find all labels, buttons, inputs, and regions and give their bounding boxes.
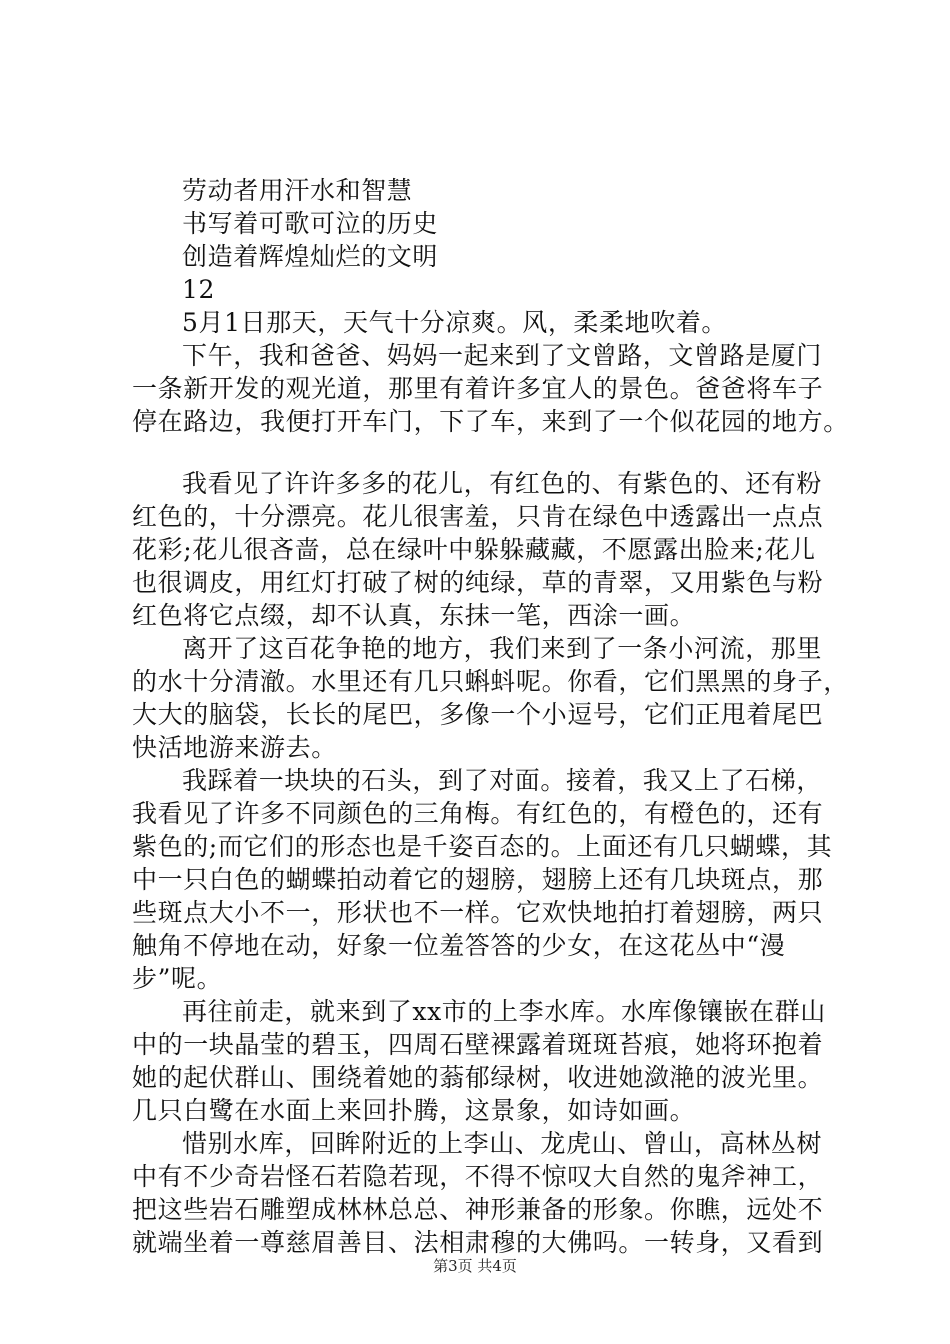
paragraph-line: 红色将它点缀，却不认真，东抹一笔，西涂一画。 — [132, 601, 696, 630]
paragraph-line: 一条新开发的观光道，那里有着许多宜人的景色。爸爸将车子 — [132, 374, 824, 403]
paragraph-line: 的水十分清澈。水里还有几只蝌蚪呢。你看，它们黑黑的身子， — [132, 667, 849, 696]
paragraph-line: 触角不停地在动，好象一位羞答答的少女，在这花丛中“漫 — [132, 931, 786, 960]
paragraph-line: 我看见了许许多多的花儿，有红色的、有紫色的、还有粉 — [182, 469, 823, 498]
paragraph-line: 也很调皮，用红灯打破了树的纯绿，草的青翠，又用紫色与粉 — [132, 568, 824, 597]
section-number: 12 — [182, 275, 216, 304]
paragraph-line: 5月1日那天，天气十分凉爽。风，柔柔地吹着。 — [182, 308, 728, 337]
poem-line-2: 书写着可歌可泣的历史 — [182, 209, 439, 238]
paragraph-line: 再往前走，就来到了xx市的上李水库。水库像镶嵌在群山 — [182, 997, 826, 1026]
paragraph-line: 中有不少奇岩怪石若隐若现，不得不惊叹大自然的鬼斧神工， — [132, 1162, 824, 1191]
paragraph-line: 花彩;花儿很吝啬，总在绿叶中躲躲藏藏，不愿露出脸来;花儿 — [132, 535, 816, 564]
poem-line-1: 劳动者用汗水和智慧 — [182, 176, 413, 205]
paragraph-line: 些斑点大小不一，形状也不一样。它欢快地拍打着翅膀，两只 — [132, 898, 824, 927]
paragraph-line: 把这些岩石雕塑成林林总总、神形兼备的形象。你瞧，远处不 — [132, 1195, 824, 1224]
poem-line-3: 创造着辉煌灿烂的文明 — [182, 242, 439, 271]
paragraph-line: 停在路边，我便打开车门，下了车，来到了一个似花园的地方。 — [132, 407, 849, 436]
paragraph-line: 惜别水库，回眸附近的上李山、龙虎山、曾山，高林丛树 — [182, 1129, 823, 1158]
paragraph-line: 离开了这百花争艳的地方，我们来到了一条小河流，那里 — [182, 634, 823, 663]
paragraph-line: 红色的，十分漂亮。花儿很害羞，只肯在绿色中透露出一点点 — [132, 502, 824, 531]
paragraph-line: 几只白鹭在水面上来回扑腾，这景象，如诗如画。 — [132, 1096, 696, 1125]
paragraph-line: 我踩着一块块的石头，到了对面。接着，我又上了石梯， — [182, 766, 823, 795]
paragraph-line: 大大的脑袋，长长的尾巴，多像一个小逗号，它们正甩着尾巴 — [132, 700, 824, 729]
paragraph-line: 她的起伏群山、围绕着她的蓊郁绿树，收进她潋滟的波光里。 — [132, 1063, 824, 1092]
paragraph-line: 紫色的;而它们的形态也是千姿百态的。上面还有几只蝴蝶，其 — [132, 832, 833, 861]
paragraph-line: 快活地游来游去。 — [132, 733, 337, 762]
page-footer: 第3页 共4页 — [433, 1257, 517, 1275]
paragraph-line: 步”呢。 — [132, 964, 223, 993]
paragraph-line: 下午，我和爸爸、妈妈一起来到了文曾路，文曾路是厦门 — [182, 341, 823, 370]
paragraph-line: 中的一块晶莹的碧玉，四周石壁裸露着斑斑苔痕，她将环抱着 — [132, 1030, 824, 1059]
paragraph-line: 就端坐着一尊慈眉善目、法相肃穆的大佛吗。一转身，又看到 — [132, 1228, 824, 1257]
paragraph-line: 中一只白色的蝴蝶拍动着它的翅膀，翅膀上还有几块斑点，那 — [132, 865, 824, 894]
paragraph-line: 我看见了许多不同颜色的三角梅。有红色的，有橙色的，还有 — [132, 799, 824, 828]
